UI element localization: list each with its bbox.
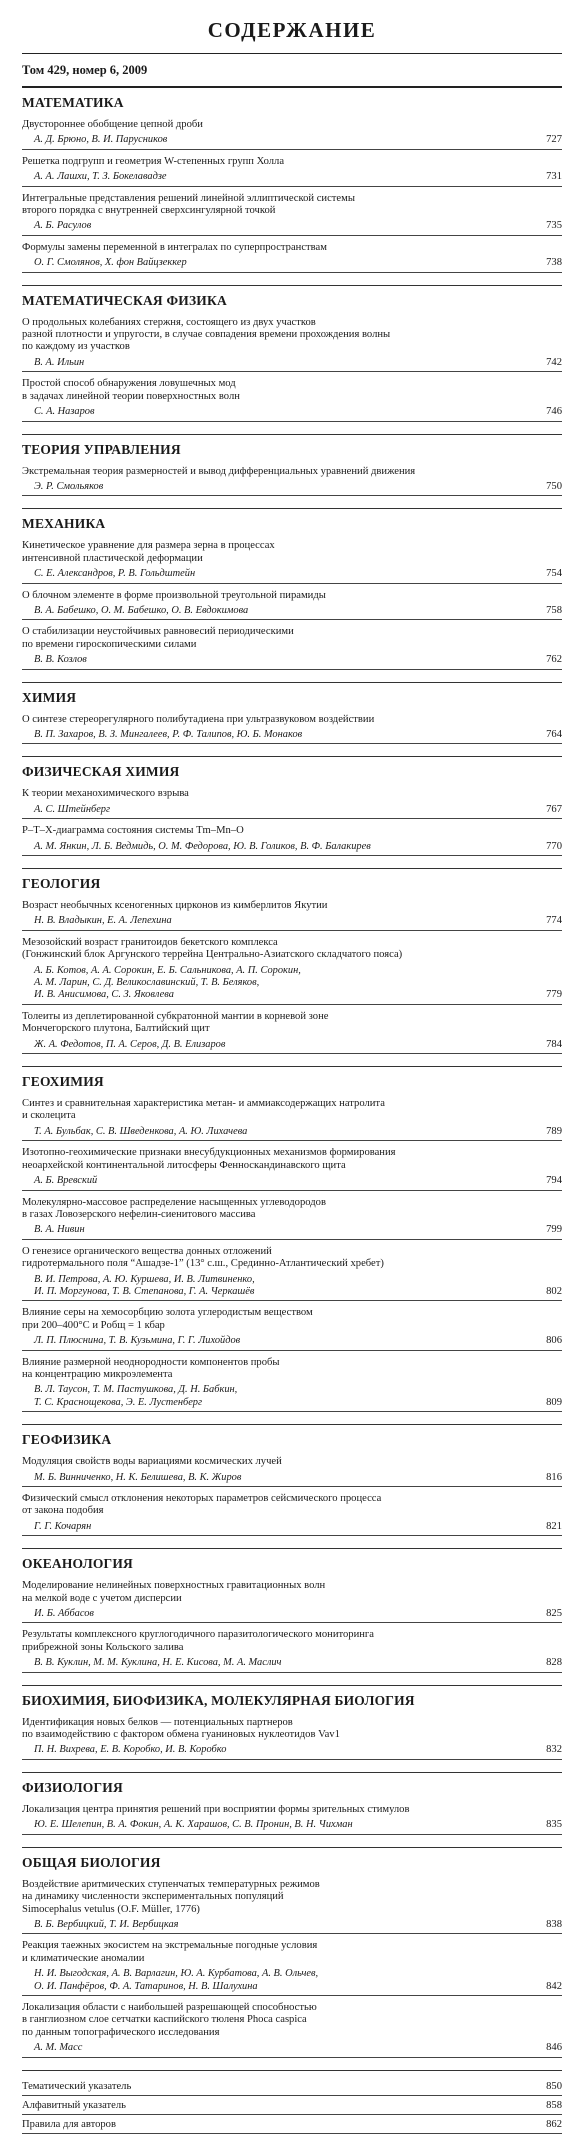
article-byline [22, 729, 562, 744]
article-authors: И. Б. Аббасов [34, 1608, 94, 1620]
index-entry[interactable] [22, 2115, 562, 2134]
article-entry[interactable] [22, 1197, 562, 1240]
index-entry[interactable] [22, 2096, 562, 2115]
article-byline [22, 406, 562, 421]
article-authors: П. Н. Вихрева, Е. В. Коробко, И. В. Коробко [34, 1744, 227, 1756]
index-page-number: 858 [546, 2099, 562, 2111]
article-entry[interactable] [22, 1940, 562, 1996]
article-page-number: 764 [546, 728, 562, 740]
article-page-number: 770 [546, 840, 562, 852]
article-entry[interactable] [22, 626, 562, 669]
article-authors: В. А. Бабешко, О. М. Бабешко, О. В. Евдокимова [34, 604, 249, 616]
article-page-number: 842 [546, 1980, 562, 1992]
article-page-number: 754 [546, 568, 562, 580]
article-authors: А. М. Янкин, Л. Б. Ведмидь, О. М. Федорова, Ю. В. Голиков, В. Ф. Балакирев [34, 840, 371, 852]
article-entry[interactable] [22, 1717, 562, 1760]
article-authors: Ж. А. Федотов, П. А. Серов, Д. В. Елизаров [34, 1038, 226, 1050]
article-title[interactable]: О синтезе стереорегулярного полибутадиена при ультразвуковом воздействии [22, 713, 375, 725]
article-entry[interactable] [22, 1011, 562, 1054]
index-page-number: 850 [546, 2080, 562, 2092]
article-authors: В. А. Нивин [34, 1224, 85, 1236]
article-title[interactable]: О продольных колебаниях стержня, состоящего из двух участков разной плотности и упругости, в случае совпадения времени прохождения волны по каждому из участков [22, 316, 391, 353]
article-title[interactable]: Модуляция свойств воды вариациями космических лучей [22, 1456, 282, 1468]
toc-section [22, 509, 562, 682]
article-byline [22, 220, 562, 235]
article-page-number: 794 [546, 1175, 562, 1187]
toc-section [22, 286, 562, 435]
article-byline [22, 804, 562, 819]
article-page-number: 742 [546, 356, 562, 368]
article-entry[interactable] [22, 193, 562, 236]
article-byline [22, 1657, 562, 1672]
article-entry[interactable] [22, 714, 562, 745]
article-byline [22, 1126, 562, 1141]
article-entry[interactable] [22, 788, 562, 819]
article-authors: А. М. Масс [34, 2042, 83, 2054]
article-authors: Н. И. Выгодская, А. В. Варлагин, Ю. А. Курбатова, А. В. Ольчев, О. И. Панфёров, Ф. А. Татаринов, Н. В. Шалухина [34, 1968, 319, 1992]
article-page-number: 832 [546, 1744, 562, 1756]
article-title[interactable]: Кинетическое уравнение для размера зерна в процессах интенсивной пластической деформации [22, 540, 275, 564]
article-page-number: 802 [546, 1285, 562, 1297]
article-title[interactable]: О стабилизации неустойчивых равновесий периодическими по времени гироскопическими силами [22, 626, 294, 650]
article-page-number: 835 [546, 1819, 562, 1831]
article-page-number: 816 [546, 1471, 562, 1483]
article-byline [22, 1919, 562, 1934]
article-authors: А. Б. Котов, А. А. Сорокин, Е. Б. Сальникова, А. П. Сорокин, А. М. Ларин, С. Д. Великославинский, Т. В. Беляков, И. В. Анисимова, С. З. Яковлева [34, 964, 301, 1001]
article-title[interactable]: Изотопно-геохимические признаки внесубдукционных механизмов формирования неоархейской континентальной литосферы Фенноскандинавского щита [22, 1147, 396, 1171]
article-page-number: 735 [546, 220, 562, 232]
toc-section [22, 88, 562, 286]
article-entry[interactable] [22, 825, 562, 856]
index-label: Правила для авторов [22, 2118, 116, 2130]
article-authors: В. А. Ильин [34, 356, 85, 368]
article-authors: Г. Г. Кочарян [34, 1520, 92, 1532]
article-entry[interactable] [22, 466, 562, 497]
article-page-number: 846 [546, 2042, 562, 2054]
article-byline [22, 2042, 562, 2057]
article-entry[interactable] [22, 1580, 562, 1623]
article-page-number: 767 [546, 803, 562, 815]
index-list [22, 2071, 562, 2134]
index-label: Алфавитный указатель [22, 2099, 126, 2111]
article-byline [22, 1744, 562, 1759]
article-entry[interactable] [22, 1879, 562, 1935]
section-title: ГЕОФИЗИКА [22, 1432, 112, 1448]
article-byline [22, 1968, 562, 1996]
article-title[interactable]: К теории механохимического взрыва [22, 788, 189, 800]
article-byline [22, 1472, 562, 1487]
article-byline [22, 134, 562, 149]
article-authors: С. А. Назаров [34, 406, 95, 418]
toc-section [22, 869, 562, 1067]
article-authors: Н. В. Владыкин, Е. А. Лепехина [34, 915, 172, 927]
article-title[interactable]: Идентификация новых белков — потенциальных партнеров по взаимодействию с фактором обмена гуаниновых нуклеотидов Vav1 [22, 1716, 340, 1741]
section-title: ФИЗИЧЕСКАЯ ХИМИЯ [22, 764, 180, 780]
section-title: ГЕОЛОГИЯ [22, 876, 101, 891]
section-title: ОКЕАНОЛОГИЯ [22, 1556, 133, 1572]
section-title: МАТЕМАТИКА [22, 95, 124, 110]
article-title[interactable]: Толеиты из деплетированной субкратонной мантии в корневой зоне Мончегорского плутона, Балтийский щит [22, 1010, 329, 1035]
article-page-number: 806 [546, 1335, 562, 1347]
section-title: МЕХАНИКА [22, 516, 106, 532]
article-authors: В. Б. Вербицкий, Т. И. Вербицкая [34, 1918, 179, 1930]
article-title[interactable]: Возраст необычных ксеногенных цирконов из кимберлитов Якутии [22, 900, 328, 911]
article-page-number: 746 [546, 406, 562, 418]
article-entry[interactable] [22, 317, 562, 373]
page-title: СОДЕРЖАНИЕ [22, 18, 562, 54]
article-entry[interactable] [22, 540, 562, 583]
article-byline [22, 654, 562, 669]
section-title: ОБЩАЯ БИОЛОГИЯ [22, 1854, 161, 1870]
article-entry[interactable] [22, 1493, 562, 1536]
article-authors: Т. А. Бульбак, С. В. Шведенкова, А. Ю. Лихачева [34, 1125, 248, 1137]
toc-section [22, 757, 562, 869]
article-title[interactable]: Молекулярно-массовое распределение насыщенных углеводородов в газах Ловозерского нефелин-сиенитового массива [22, 1196, 326, 1220]
toc-section [22, 1067, 562, 1425]
article-entry[interactable] [22, 2002, 562, 2058]
article-title[interactable]: P–T–X-диаграмма состояния системы Tm–Mn–O [22, 825, 244, 837]
article-page-number: 758 [546, 604, 562, 616]
article-byline [22, 605, 562, 620]
article-authors: Л. П. Плюснина, Т. В. Кузьмина, Г. Г. Лихойдов [34, 1335, 241, 1347]
section-title: ХИМИЯ [22, 689, 77, 705]
article-page-number: 825 [546, 1608, 562, 1620]
article-page-number: 774 [546, 915, 562, 927]
article-page-number: 809 [546, 1396, 562, 1408]
article-authors: В. В. Куклин, М. М. Куклина, Н. Е. Кисова, М. А. Маслич [34, 1657, 282, 1669]
article-title[interactable]: Интегральные представления решений линейной эллиптической системы второго порядка с внутренней сверхсингулярной точкой [22, 192, 355, 217]
article-title[interactable]: Синтез и сравнительная характеристика метан- и аммиаксодержащих натролита и сколецита [22, 1098, 385, 1122]
toc-section [22, 1686, 562, 1773]
section-title: БИОХИМИЯ, БИОФИЗИКА, МОЛЕКУЛЯРНАЯ БИОЛОГИЯ [22, 1692, 415, 1708]
article-entry[interactable] [22, 156, 562, 187]
index-label: Тематический указатель [22, 2080, 132, 2092]
article-byline [22, 1384, 562, 1412]
article-entry[interactable] [22, 242, 562, 273]
article-page-number: 727 [546, 134, 562, 146]
article-title[interactable]: Простой способ обнаружения ловушечных мод в задачах линейной теории поверхностных волн [22, 378, 240, 402]
article-page-number: 828 [546, 1657, 562, 1669]
toc-section [22, 435, 562, 510]
article-authors: Ю. Е. Шелепин, В. А. Фокин, А. К. Харашов, С. В. Пронин, В. Н. Чихман [34, 1819, 353, 1831]
article-byline [22, 1521, 562, 1536]
article-entry[interactable] [22, 1307, 562, 1350]
article-entry[interactable] [22, 1804, 562, 1835]
article-byline [22, 1608, 562, 1623]
article-page-number: 784 [546, 1038, 562, 1050]
article-page-number: 789 [546, 1125, 562, 1137]
index-entry[interactable] [22, 2077, 562, 2096]
article-page-number: 799 [546, 1224, 562, 1236]
article-byline [22, 1274, 562, 1302]
article-authors: А. Б. Расулов [34, 220, 92, 232]
article-byline [22, 1175, 562, 1190]
article-title[interactable]: Решетка подгрупп и геометрия W-степенных групп Холла [22, 155, 285, 167]
article-page-number: 821 [546, 1520, 562, 1532]
article-authors: О. Г. Смолянов, Х. фон Вайцзеккер [34, 257, 187, 269]
toc-section [22, 1773, 562, 1848]
article-byline [22, 1335, 562, 1350]
toc-section [22, 1848, 562, 2071]
article-byline [22, 965, 562, 1005]
article-entry[interactable] [22, 1629, 562, 1672]
article-entry[interactable] [22, 590, 562, 621]
article-page-number: 731 [546, 171, 562, 183]
sections-list [22, 88, 562, 2071]
article-authors: А. Б. Вревский [34, 1175, 98, 1187]
article-entry[interactable] [22, 119, 562, 150]
article-authors: С. Е. Александров, Р. В. Гольдштейн [34, 568, 196, 580]
article-title[interactable]: Результаты комплексного круглогодичного паразитологического мониторинга прибрежной зоны Кольского залива [22, 1629, 374, 1653]
toc-section [22, 1425, 562, 1549]
article-page-number: 838 [546, 1918, 562, 1930]
article-authors: Э. Р. Смольяков [34, 480, 104, 492]
article-page-number: 738 [546, 257, 562, 269]
section-title: ТЕОРИЯ УПРАВЛЕНИЯ [22, 441, 181, 457]
article-byline [22, 568, 562, 583]
article-title[interactable]: Моделирование нелинейных поверхностных гравитационных волн на мелкой воде с учетом дисперсии [22, 1580, 326, 1604]
article-byline [22, 1224, 562, 1239]
article-entry[interactable] [22, 1246, 562, 1302]
article-title[interactable]: Влияние размерной неоднородности компонентов пробы на концентрацию микроэлемента [22, 1356, 280, 1380]
index-page-number: 862 [546, 2118, 562, 2130]
article-authors: А. С. Штейнберг [34, 803, 111, 815]
article-title[interactable]: Физический смысл отклонения некоторых параметров сейсмического процесса от закона подобия [22, 1493, 382, 1517]
article-entry[interactable] [22, 1098, 562, 1141]
article-authors: В. П. Захаров, В. З. Мингалеев, Р. Ф. Талипов, Ю. Б. Монаков [34, 728, 303, 740]
issue-info: Том 429, номер 6, 2009 [22, 63, 148, 77]
article-authors: В. Л. Таусон, Т. М. Пастушкова, Д. Н. Бабкин, Т. С. Краснощекова, Э. Е. Лустенберг [34, 1384, 238, 1408]
article-byline [22, 357, 562, 372]
article-authors: А. А. Лашхи, Т. З. Бокелавадзе [34, 171, 167, 183]
article-authors: М. Б. Винниченко, Н. К. Белишева, В. К. Жиров [34, 1471, 242, 1483]
article-title[interactable]: О блочном элементе в форме произвольной треугольной пирамиды [22, 589, 326, 601]
article-byline [22, 841, 562, 856]
article-byline [22, 171, 562, 186]
article-title[interactable]: Двустороннее обобщение цепной дроби [22, 119, 203, 130]
toc-section [22, 1549, 562, 1685]
toc-section [22, 683, 562, 758]
article-byline [22, 915, 562, 930]
article-title[interactable]: Локализация области с наибольшей разрешающей способностью в ганглиозном слое сетчатки каспийского тюленя Phoca caspica по данным топографического исследования [22, 2001, 317, 2038]
article-byline [22, 481, 562, 496]
article-byline [22, 1039, 562, 1054]
section-title: ГЕОХИМИЯ [22, 1074, 104, 1090]
article-title[interactable]: Влияние серы на хемосорбцию золота углеродистым веществом при 200–400°С и Pобщ = 1 кбар [22, 1307, 313, 1331]
article-page-number: 762 [546, 654, 562, 666]
article-title[interactable]: Локализация центра принятия решений при восприятии формы зрительных стимулов [22, 1803, 410, 1815]
article-title[interactable]: Экстремальная теория размерностей и вывод дифференциальных уравнений движения [22, 465, 416, 477]
article-authors: А. Д. Брюно, В. И. Парусников [34, 134, 168, 146]
article-byline [22, 257, 562, 272]
section-title: ФИЗИОЛОГИЯ [22, 1779, 123, 1795]
article-entry[interactable] [22, 900, 562, 931]
article-page-number: 779 [546, 989, 562, 1001]
article-authors: В. И. Петрова, А. Ю. Куршева, И. В. Литвиненко, И. П. Моргунова, Т. В. Степанова, Г. А. Черкашёв [34, 1273, 255, 1297]
article-entry[interactable] [22, 1357, 562, 1413]
article-authors: В. В. Козлов [34, 654, 87, 666]
article-entry[interactable] [22, 1456, 562, 1487]
article-title[interactable]: Формулы замены переменной в интегралах по суперпространствам [22, 241, 327, 253]
article-entry[interactable] [22, 378, 562, 421]
section-title: МАТЕМАТИЧЕСКАЯ ФИЗИКА [22, 292, 227, 308]
article-title[interactable]: Мезозойский возраст гранитоидов бекетского комплекса (Гонжинский блок Аргунского террейна Центрально-Азиатского складчатого пояса) [22, 936, 403, 961]
article-page-number: 750 [546, 480, 562, 492]
article-entry[interactable] [22, 937, 562, 1005]
article-byline [22, 1819, 562, 1834]
article-title[interactable]: О генезисе органического вещества донных отложений гидротермального поля “Ашадзе-1” (13° с.ш., Срединно-Атлантический хребет) [22, 1245, 384, 1270]
contents-page [22, 18, 562, 2134]
article-title[interactable]: Воздействие аритмических ступенчатых температурных режимов на динамику численности экспериментальных популяций Simocephalus vetulus (O.F. Müller, 1776) [22, 1878, 320, 1915]
article-title[interactable]: Реакция таежных экосистем на экстремальные погодные условия и климатические аномалии [22, 1940, 318, 1964]
article-entry[interactable] [22, 1147, 562, 1190]
